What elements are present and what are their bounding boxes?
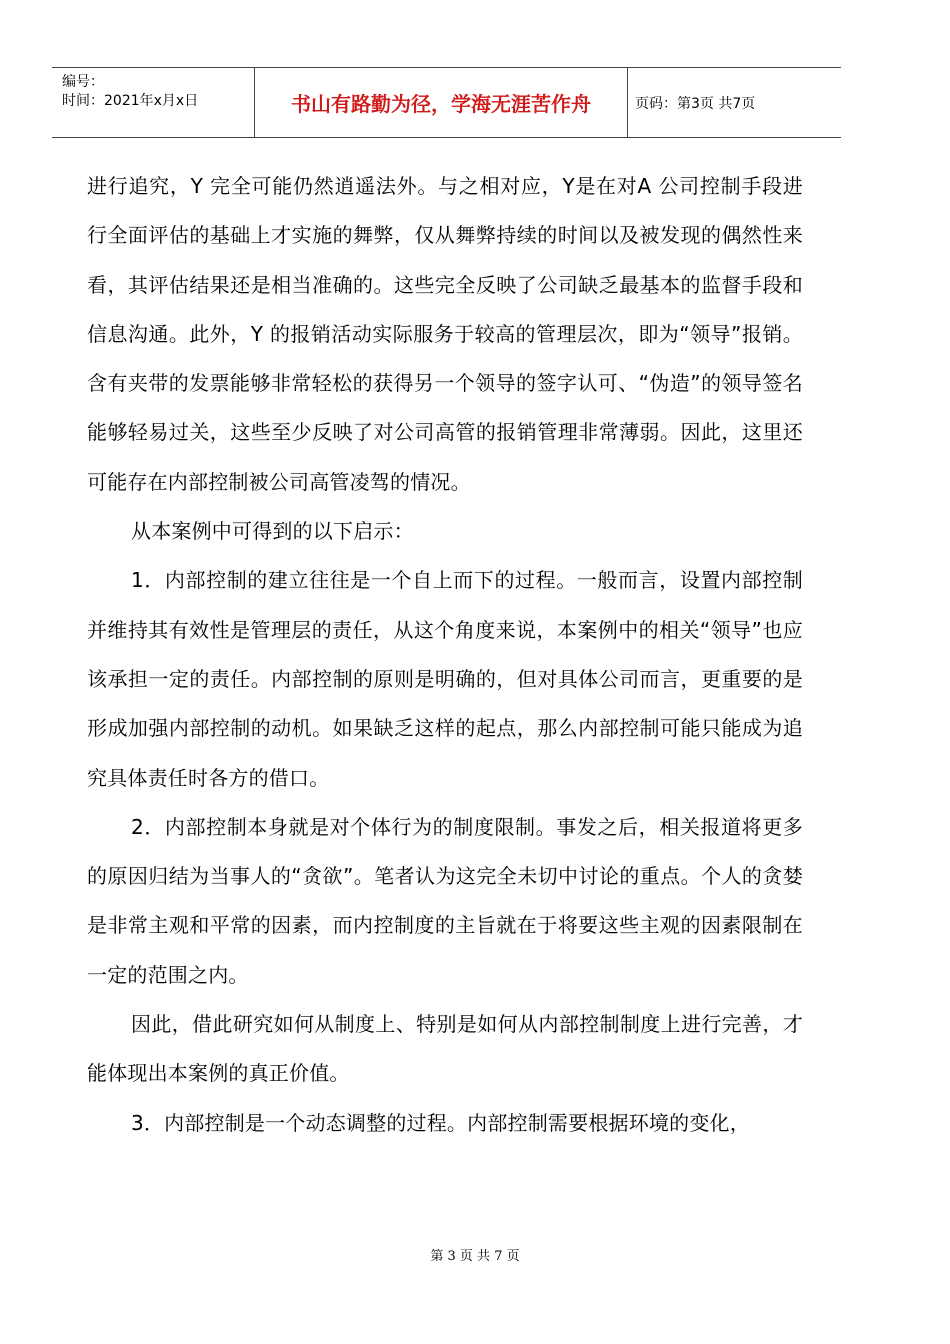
page-footer: 第 3 页 共 7 页 [430, 1249, 520, 1264]
document-body [87, 162, 803, 1148]
body-paragraph: 进行追究，Y 完全可能仍然逍遥法外。与之相对应，Y是在对A 公司控制手段进行全面评估的基础上才实施的舞弊，仅从舞弊持续的时间以及被发现的偶然性来看，其评估结果还是相当准确的。这些完全反映了公司缺乏最基本的监督手段和信息沟通。此外，Y 的报销活动实际服务于较高的管理层次，即为“领导”报销。含有夹带的发票能够非常轻松的获得另一个领导的签字认可、“伪造”的领导签名能够轻易过关，这些至少反映了对公司高管的报销管理非常薄弱。因此，这里还可能存在内部控制被公司高管凌驾的情况。 [87, 174, 803, 494]
body-paragraph: 因此，借此研究如何从制度上、特别是如何从内部控制制度上进行完善，才能体现出本案例的真正价值。 [87, 1012, 803, 1086]
page-header-table [52, 67, 841, 138]
document-number-label: 编号： [62, 74, 104, 90]
body-paragraph: 2．内部控制本身就是对个体行为的制度限制。事发之后，相关报道将更多的原因归结为当事人的“贪欲”。笔者认为这完全未切中讨论的重点。个人的贪婪是非常主观和平常的因素，而内控制度的主旨就在于将要这些主观的因素限制在一定的范围之内。 [87, 814, 803, 987]
document-time-label: 时间：2021年x月x日 [62, 93, 199, 109]
body-paragraph: 1．内部控制的建立往往是一个自上而下的过程。一般而言，设置内部控制并维持其有效性是管理层的责任，从这个角度来说，本案例中的相关“领导”也应该承担一定的责任。内部控制的原则是明确的，但对具体公司而言，更重要的是形成加强内部控制的动机。如果缺乏这样的起点，那么内部控制可能只能成为追究具体责任时各方的借口。 [87, 568, 803, 790]
header-meta-cell [52, 68, 254, 137]
header-page-code: 页码：第3页 共7页 [635, 95, 756, 112]
body-paragraph: 从本案例中可得到的以下启示： [131, 519, 414, 544]
header-motto: 书山有路勤为径，学海无涯苦作舟 [291, 92, 591, 116]
body-paragraph: 3．内部控制是一个动态调整的过程。内部控制需要根据环境的变化， [131, 1110, 750, 1135]
header-divider [627, 68, 628, 137]
header-motto-cell [255, 68, 627, 137]
